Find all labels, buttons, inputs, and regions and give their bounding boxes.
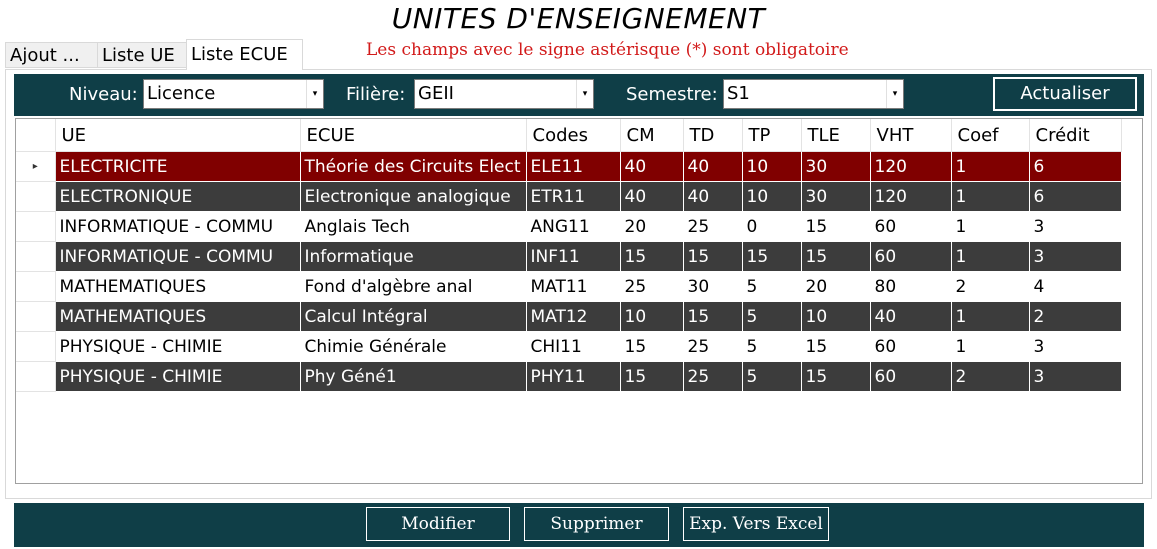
column-header[interactable]: TLE [801, 119, 870, 152]
table-row[interactable] [16, 272, 1121, 302]
table-cell[interactable]: 25 [683, 212, 742, 242]
table-cell[interactable]: 40 [620, 152, 683, 182]
table-cell[interactable]: 2 [951, 362, 1029, 392]
table-cell[interactable]: 80 [870, 272, 951, 302]
table-cell[interactable]: 2 [1029, 302, 1121, 332]
table-cell[interactable]: Calcul Intégral [300, 302, 526, 332]
table-cell[interactable]: 5 [742, 302, 801, 332]
table-cell[interactable]: 3 [1029, 242, 1121, 272]
table-cell[interactable]: 40 [683, 152, 742, 182]
table-cell[interactable]: 2 [951, 272, 1029, 302]
delete-button[interactable]: Supprimer [524, 507, 669, 541]
action-bar [14, 503, 1144, 547]
table-cell[interactable]: 5 [742, 272, 801, 302]
table-cell[interactable]: 1 [951, 212, 1029, 242]
niveau-value: Licence [147, 83, 216, 104]
page-title: UNITES D'ENSEIGNEMENT [391, 2, 766, 35]
table-cell[interactable]: ELE11 [526, 152, 620, 182]
table-cell[interactable]: 15 [801, 332, 870, 362]
table-cell[interactable]: 60 [870, 332, 951, 362]
column-header[interactable]: Coef [951, 119, 1029, 152]
table-cell[interactable]: 1 [951, 332, 1029, 362]
table-cell[interactable]: 15 [801, 362, 870, 392]
table-cell[interactable]: 6 [1029, 182, 1121, 212]
filiere-label: Filière: [346, 84, 406, 105]
row-header[interactable] [16, 212, 55, 242]
table-cell[interactable]: 15 [620, 362, 683, 392]
table-cell[interactable]: Chimie Générale [300, 332, 526, 362]
table-header-row [16, 119, 1121, 152]
table-cell[interactable]: 15 [620, 242, 683, 272]
table-cell[interactable]: 15 [620, 332, 683, 362]
table-cell[interactable]: 25 [683, 362, 742, 392]
table-cell[interactable]: 1 [951, 152, 1029, 182]
table-cell[interactable]: 10 [620, 302, 683, 332]
row-header[interactable] [16, 362, 55, 392]
filiere-value: GEII [418, 83, 454, 104]
table-cell[interactable]: 1 [951, 302, 1029, 332]
row-header[interactable] [16, 152, 55, 182]
table-cell[interactable]: 4 [1029, 272, 1121, 302]
column-header[interactable]: TP [742, 119, 801, 152]
table-cell[interactable]: 10 [742, 182, 801, 212]
table-cell[interactable]: 30 [801, 152, 870, 182]
row-header[interactable] [16, 242, 55, 272]
table-cell[interactable]: 60 [870, 362, 951, 392]
table-cell[interactable]: 15 [742, 242, 801, 272]
table-cell[interactable]: 0 [742, 212, 801, 242]
table-row[interactable] [16, 332, 1121, 362]
dropdown-arrow-icon[interactable]: ▾ [306, 80, 323, 108]
table-cell[interactable]: 40 [683, 182, 742, 212]
row-pointer-icon: ▸ [32, 161, 38, 172]
table-cell[interactable]: Fond d'algèbre anal [300, 272, 526, 302]
semestre-select[interactable] [723, 79, 904, 109]
table-cell[interactable]: 40 [620, 182, 683, 212]
row-header[interactable] [16, 332, 55, 362]
table-cell[interactable]: Théorie des Circuits Elect [300, 152, 526, 182]
table-row[interactable] [16, 152, 1121, 182]
column-header[interactable]: Crédit [1029, 119, 1121, 152]
table-cell[interactable]: 60 [870, 212, 951, 242]
ecue-data-grid[interactable] [15, 118, 1143, 484]
tab-liste-ue[interactable]: Liste UE [97, 42, 187, 68]
table-cell[interactable]: 25 [620, 272, 683, 302]
modify-button[interactable]: Modifier [366, 507, 510, 541]
filter-toolbar [14, 74, 1144, 116]
table-cell[interactable]: PHYSIQUE - CHIMIE [55, 362, 300, 392]
niveau-select[interactable] [143, 79, 324, 109]
export-excel-button[interactable]: Exp. Vers Excel [683, 507, 829, 541]
table-cell[interactable]: 30 [683, 272, 742, 302]
table-row[interactable] [16, 362, 1121, 392]
semestre-value: S1 [727, 83, 750, 104]
column-header[interactable]: CM [620, 119, 683, 152]
column-header[interactable]: TD [683, 119, 742, 152]
table-cell[interactable]: 10 [742, 152, 801, 182]
niveau-label: Niveau: [69, 84, 138, 105]
table-cell[interactable]: 1 [951, 242, 1029, 272]
table-cell[interactable]: 6 [1029, 152, 1121, 182]
table-cell[interactable]: INFORMATIQUE - COMMU [55, 212, 300, 242]
dropdown-arrow-icon[interactable]: ▾ [886, 80, 903, 108]
table-cell[interactable]: 3 [1029, 212, 1121, 242]
semestre-label: Semestre: [626, 84, 718, 105]
table-cell[interactable]: ETR11 [526, 182, 620, 212]
table-row[interactable] [16, 242, 1121, 272]
tab-liste-ecue[interactable]: Liste ECUE [186, 39, 303, 70]
row-header[interactable] [16, 272, 55, 302]
column-header[interactable]: Codes [526, 119, 620, 152]
column-header[interactable]: VHT [870, 119, 951, 152]
table-cell[interactable]: ELECTRICITE [55, 152, 300, 182]
table-cell[interactable]: CHI11 [526, 332, 620, 362]
column-header[interactable]: UE [55, 119, 300, 152]
table-cell[interactable]: 30 [801, 182, 870, 212]
table-row[interactable] [16, 182, 1121, 212]
table-cell[interactable]: 120 [870, 182, 951, 212]
table-cell[interactable]: 10 [801, 302, 870, 332]
table-cell[interactable]: 25 [683, 332, 742, 362]
table-cell[interactable]: 5 [742, 362, 801, 392]
table-cell[interactable]: INF11 [526, 242, 620, 272]
table-cell[interactable]: MAT11 [526, 272, 620, 302]
table-cell[interactable]: 60 [870, 242, 951, 272]
table-row[interactable] [16, 302, 1121, 332]
table-cell[interactable]: 5 [742, 332, 801, 362]
table-cell[interactable]: 15 [801, 242, 870, 272]
refresh-button[interactable]: Actualiser [993, 77, 1137, 111]
table-cell[interactable]: 3 [1029, 362, 1121, 392]
table-cell[interactable]: Electronique analogique [300, 182, 526, 212]
tab-ajout[interactable]: Ajout ... [5, 42, 98, 68]
row-header[interactable] [16, 182, 55, 212]
table-cell[interactable]: MATHEMATIQUES [55, 272, 300, 302]
table-cell[interactable]: 40 [870, 302, 951, 332]
required-fields-notice: Les champs avec le signe astérisque (*) sont obligatoire [366, 40, 849, 60]
column-header[interactable]: ECUE [300, 119, 526, 152]
row-header-corner [16, 119, 55, 152]
filiere-select[interactable] [414, 79, 594, 109]
table-cell[interactable]: Phy Géné1 [300, 362, 526, 392]
table-cell[interactable]: PHYSIQUE - CHIMIE [55, 332, 300, 362]
table-cell[interactable]: 20 [620, 212, 683, 242]
table-cell[interactable]: 120 [870, 152, 951, 182]
table-cell[interactable]: INFORMATIQUE - COMMU [55, 242, 300, 272]
table-cell[interactable]: 15 [801, 212, 870, 242]
row-header[interactable] [16, 302, 55, 332]
table-cell[interactable]: 20 [801, 272, 870, 302]
table-cell[interactable]: 15 [683, 242, 742, 272]
table-cell[interactable]: ANG11 [526, 212, 620, 242]
dropdown-arrow-icon[interactable]: ▾ [576, 80, 593, 108]
table-cell[interactable]: 15 [683, 302, 742, 332]
table-cell[interactable]: 3 [1029, 332, 1121, 362]
table-cell[interactable]: 1 [951, 182, 1029, 212]
table-cell[interactable]: ELECTRONIQUE [55, 182, 300, 212]
table-cell[interactable]: MAT12 [526, 302, 620, 332]
ecue-table [16, 119, 1122, 392]
table-cell[interactable]: Anglais Tech [300, 212, 526, 242]
table-cell[interactable]: PHY11 [526, 362, 620, 392]
table-cell[interactable]: MATHEMATIQUES [55, 302, 300, 332]
table-cell[interactable]: Informatique [300, 242, 526, 272]
table-row[interactable] [16, 212, 1121, 242]
